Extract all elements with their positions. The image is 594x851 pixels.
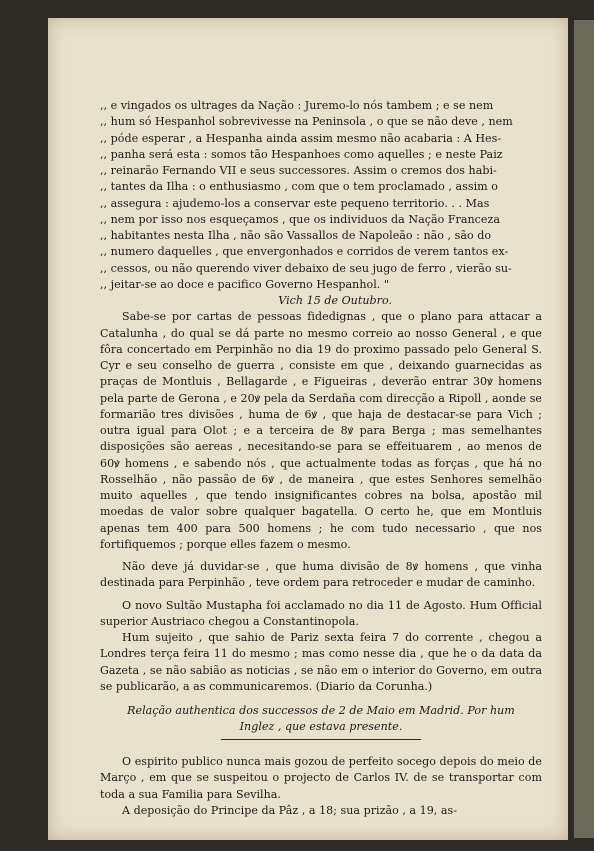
title-rule (221, 739, 421, 740)
dateline: Vich 15 de Outubro. (278, 294, 392, 307)
quote-line: ,, e vingados os ultrages da Nação : Juremo-lo nós tambem ; e se nem (100, 99, 494, 112)
quote-line: ,, assegura : ajudemo-los a conservar este pequeno territorio. . . Mas (100, 196, 490, 210)
quote-line: ,, reinarão Fernando VII e seus successores. Assim o cremos dos habi- (100, 164, 497, 177)
paragraph-paris: Hum sujeito , que sahio de Pariz sexta feira 7 do corrente , chegou a Londres terça feira 11 do mesmo ; mas como nesse dia , que he o da data da Gazeta , se não sabião as noticias , se não em o interior do Governo, em outra se publicarão, a as communicaremos. (Diario da Corunha.) (100, 631, 542, 693)
quote-line: ,, numero daquelles , que envergonhados e corridos de verem tantos ex- (100, 245, 509, 259)
paragraph-division: Não deve já duvidar-se , que huma divisão de 8ꝟ homens , que vinha destinada para Perpinhão , teve ordem para retroceder e mudar de caminho. (100, 560, 542, 590)
paragraph-deposition: A deposição do Principe da Pâz , a 18; sua prizão , a 19, as- (122, 803, 457, 817)
section-title-line2: Inglez , que estava presente. (239, 720, 403, 733)
article-body (100, 98, 542, 819)
paragraph-sultan: O novo Sultão Mustapha foi acclamado no dia 11 de Agosto. Hum Official superior Austriaco chegou a Constantinopola. (100, 598, 542, 628)
quoted-proclamation (100, 98, 542, 293)
quote-line: ,, tantes da Ilha : o enthusiasmo , com que o tem proclamado , assim o (100, 180, 498, 194)
section-title-line1: Relação authentica dos successos de 2 de Maio em Madrid. Por hum (127, 704, 515, 717)
quote-line: ,, hum só Hespanhol sobrevivesse na Peninsola , o que se não deve , nem (100, 115, 513, 129)
paragraph-catalonia-plan: Sabe-se por cartas de pessoas fidedignas , que o plano para attacar a Catalunha , do qual se dá parte no mesmo correio ao nosso General , e que fôra concertado em Perpinhão no dia 19 do proximo passado pelo General S. Cyr e seu conselho de guerra , consiste em que , deixando guarnecidas as praças de Montluis , Bellagarde , e Figueiras , deverão entrar 30ꝟ homens pela parte de Gerona , e 20ꝟ pela da Serdaña com direcção a Ripoll , aonde se formarião tres divisões , huma de 6ꝟ , que haja de destacar-se para Vich ; outra igual para Olot ; e a terceira de 8ꝟ para Berga ; mas semelhantes disposições são aereas , necesitando-se para se effeituarem , ao menos de 60ꝟ homens , e sabendo nós , que actualmente todas as forças , que há no Rosselhão , não passão de 6ꝟ , de maneira , que estes Senhores semelhão muito aquelles , que tendo insignificantes cobres na bolsa, apostão mil moedas de valor sobre qualquer bagatella. O certo he, que em Montluis apenas tem 400 para 500 homens ; he com tudo necessario , que nos fortifiquemos ; porque elles fazem o mesmo. (100, 310, 542, 551)
section-title (100, 703, 542, 740)
quote-line: ,, habitantes nesta Ilha , não são Vassallos de Napoleão : não , são do (100, 229, 492, 242)
quote-line: ,, póde esperar , a Hespanha ainda assim mesmo não acabaria : A Hes- (100, 131, 502, 145)
quote-line: ,, nem por isso nos esqueçamos , que os individuos da Nação Franceza (100, 212, 500, 226)
adjacent-page-edge (574, 20, 594, 838)
paragraph-public-spirit: O espirito publico nunca mais gozou de perfeito socego depois do meio de Março , em que se suspeitou o projecto de Carlos IV. de se transportar com toda a sua Familia para Sevilha. (100, 755, 542, 801)
quote-line: ,, cessos, ou não querendo viver debaixo de seu jugo de ferro , vierão su- (100, 261, 512, 275)
quote-line: ,, panha será esta : somos tão Hespanhoes como aquelles ; e neste Paiz (100, 147, 503, 161)
quote-line: ,, jeitar-se ao doce e pacifico Governo Hespanhol. " (100, 277, 389, 291)
